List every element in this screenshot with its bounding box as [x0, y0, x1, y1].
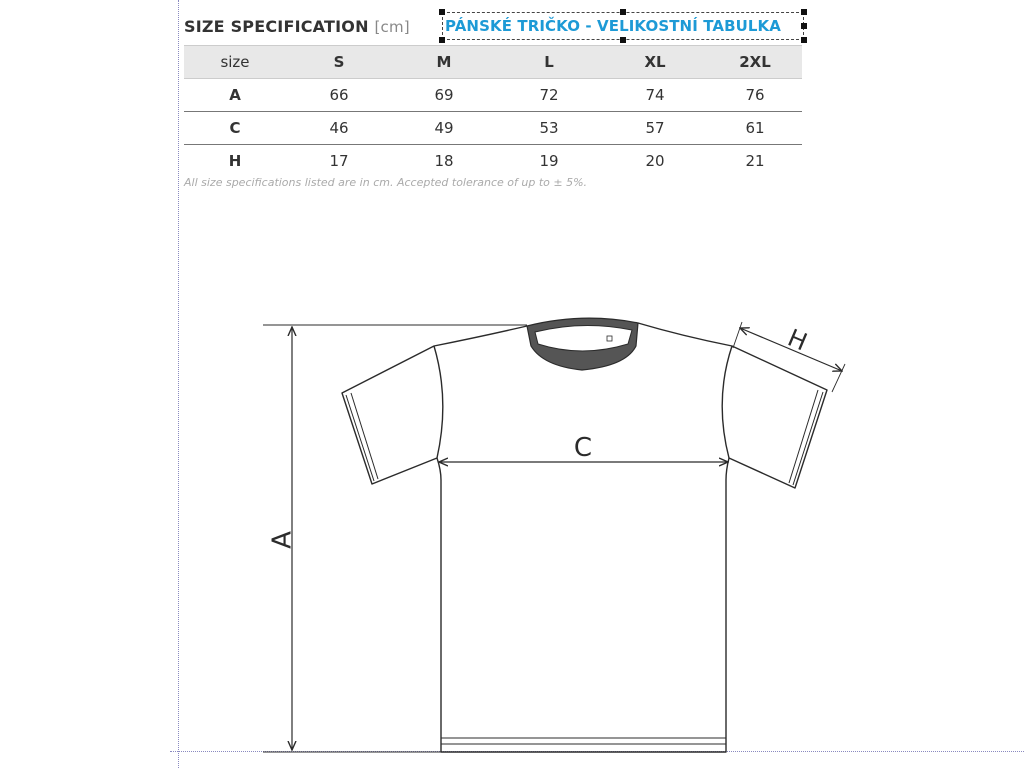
measure-h: [733, 322, 845, 392]
table-cell: 57: [602, 112, 708, 145]
table-cell: 21: [745, 152, 765, 170]
table-cell: 66: [286, 79, 392, 112]
row-label-h: H: [228, 152, 242, 170]
overlay-title-text[interactable]: PÁNSKÉ TRIČKO - VELIKOSTNÍ TABULKA: [445, 17, 781, 35]
size-spec-unit: [cm]: [374, 18, 410, 36]
measure-a: [263, 325, 527, 752]
header-2xl: 2XL: [708, 46, 802, 79]
table-cell: 72: [496, 79, 602, 112]
header-m: M: [392, 46, 496, 79]
collar: [527, 318, 638, 370]
tolerance-note: All size specifications listed are in cm. Accepted tolerance of up to ± 5%.: [184, 176, 588, 189]
table-cell: 19: [539, 152, 559, 170]
row-label-c: C: [184, 112, 286, 145]
label-c: C: [573, 433, 593, 463]
table-cell: 61: [708, 112, 802, 145]
table-cell: 53: [496, 112, 602, 145]
header-s: S: [286, 46, 392, 79]
table-cell: 76: [708, 79, 802, 112]
table-cell: 17: [329, 152, 349, 170]
table-cell: 20: [645, 152, 665, 170]
row-label-a: A: [184, 79, 286, 112]
header-xl: XL: [602, 46, 708, 79]
label-a: A: [267, 531, 298, 549]
table-cell: 46: [286, 112, 392, 145]
header-size: size: [184, 46, 286, 79]
table-cell: 69: [392, 79, 496, 112]
table-cell: 74: [602, 79, 708, 112]
label-h: H: [783, 323, 812, 357]
table-cell: 49: [392, 112, 496, 145]
size-spec-title-text: SIZE SPECIFICATION: [184, 17, 369, 36]
table-cell: 18: [434, 152, 454, 170]
header-l: L: [496, 46, 602, 79]
tshirt-outline: [342, 323, 827, 752]
